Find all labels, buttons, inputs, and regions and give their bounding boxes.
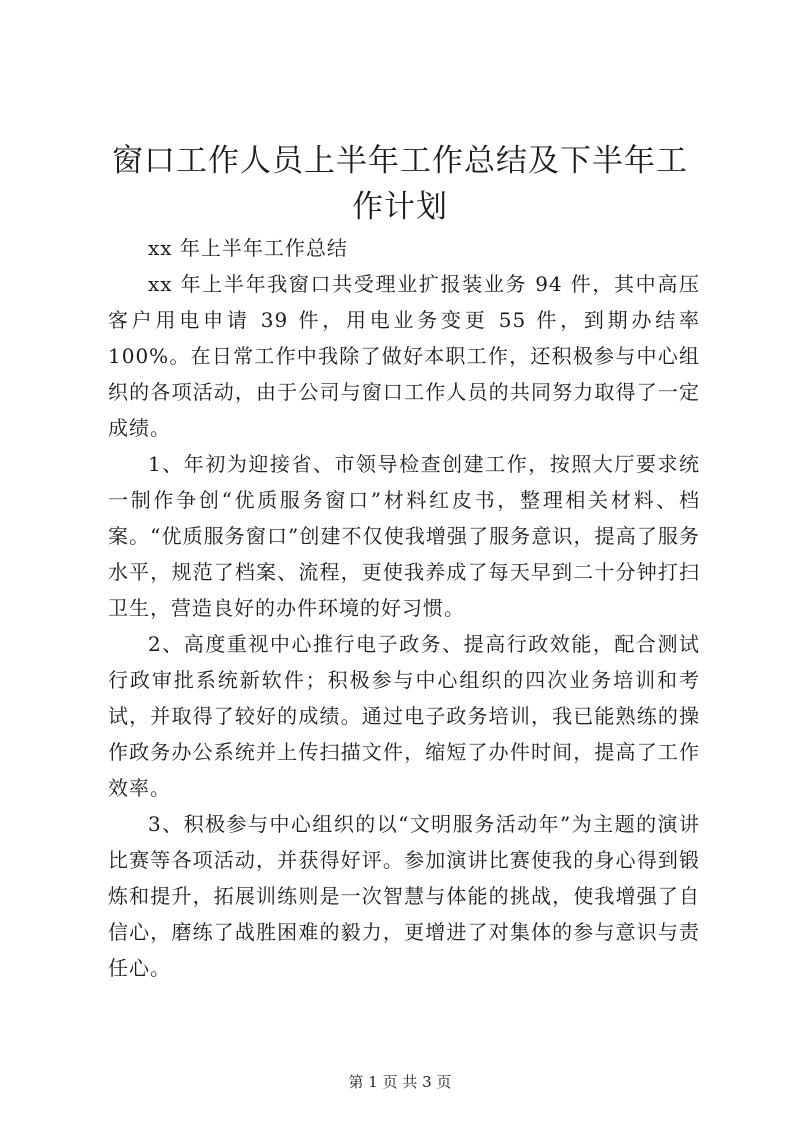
document-body — [108, 230, 700, 986]
paragraph-summary: xx 年上半年我窗口共受理业扩报装业务 94 件，其中高压客户用电申请 39 件，用电业务变更 55 件，到期办结率 100%。在日常工作中我除了做好本职工作，还积极参与中心组织的各项活动，由于公司与窗口工作人员的共同努力取得了一定成绩。 — [108, 272, 700, 440]
paragraph-item-3: 3、积极参与中心组织的以“文明服务活动年”为主题的演讲比赛等各项活动，并获得好评。参加演讲比赛使我的身心得到锻炼和提升，拓展训练则是一次智慧与体能的挑战，使我增强了自信心，磨练了战胜困难的毅力，更增进了对集体的参与意识与责任心。 — [108, 812, 700, 980]
paragraph-subtitle: xx 年上半年工作总结 — [148, 236, 348, 260]
paragraph-item-1: 1、年初为迎接省、市领导检查创建工作，按照大厅要求统一制作争创“优质服务窗口”材料红皮书，整理相关材料、档案。“优质服务窗口”创建不仅使我增强了服务意识，提高了服务水平，规范了档案、流程，更使我养成了每天早到二十分钟打扫卫生，营造良好的办件环境的好习惯。 — [108, 452, 700, 620]
page-footer: 第 1 页 共 3 页 — [348, 1073, 452, 1091]
paragraph-item-2: 2、高度重视中心推行电子政务、提高行政效能，配合测试行政审批系统新软件；积极参与中心组织的四次业务培训和考试，并取得了较好的成绩。通过电子政务培训，我已能熟练的操作政务办公系统并上传扫描文件，缩短了办件时间，提高了工作效率。 — [108, 632, 700, 800]
document-title: 窗口工作人员上半年工作总结及下半年工作计划 — [112, 143, 688, 225]
